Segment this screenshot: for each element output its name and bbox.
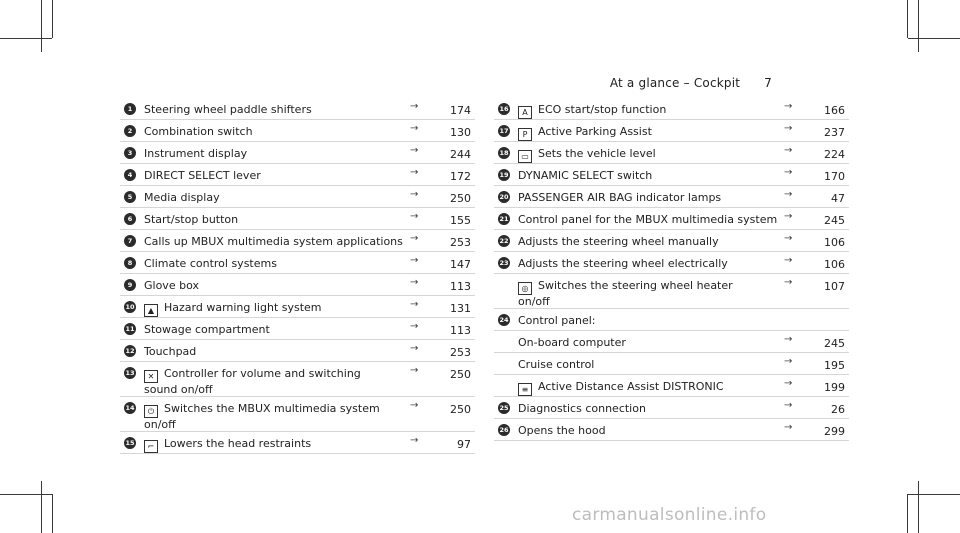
arrow-icon: → — [410, 123, 419, 134]
item-label — [144, 213, 238, 226]
item-text: Instrument display — [144, 147, 248, 160]
mute-icon: ✕ — [144, 370, 158, 383]
item-text: Steering wheel paddle shifters — [144, 103, 312, 116]
item-number-badge: 1 — [124, 103, 136, 115]
item-label — [518, 358, 594, 371]
page-reference[interactable]: 250 — [450, 192, 471, 205]
page-reference[interactable]: 253 — [450, 346, 471, 359]
item-label — [518, 380, 724, 396]
item-text: Climate control systems — [144, 257, 277, 270]
arrow-icon: → — [784, 356, 793, 367]
item-text: PASSENGER AIR BAG indicator lamps — [518, 191, 722, 204]
item-label — [518, 213, 777, 226]
item-number-badge: 26 — [499, 426, 509, 434]
arrow-icon: → — [784, 101, 793, 112]
item-number-badge: 16 — [499, 105, 509, 113]
item-label — [144, 257, 277, 270]
item-label — [144, 125, 253, 138]
item-label — [518, 191, 721, 204]
arrow-icon: → — [784, 167, 793, 178]
list-item — [120, 432, 475, 454]
item-text: DYNAMIC SELECT switch — [518, 169, 653, 182]
item-label — [144, 367, 361, 396]
arrow-icon: → — [410, 321, 419, 332]
page-reference[interactable]: 166 — [824, 104, 845, 117]
list-item — [120, 397, 475, 432]
head-restraint-icon: ⌐ — [144, 440, 158, 453]
item-number-badge: 25 — [499, 404, 509, 412]
item-number-badge: 10 — [125, 303, 135, 311]
arrow-icon: → — [410, 343, 419, 354]
item-label — [144, 402, 380, 431]
list-item — [120, 274, 475, 296]
page-reference[interactable]: 131 — [450, 302, 471, 315]
right-column — [494, 98, 849, 441]
item-text: Opens the hood — [518, 424, 606, 437]
item-text: Controller for volume and switching — [164, 367, 361, 380]
list-item — [120, 296, 475, 318]
item-label — [144, 103, 312, 116]
arrow-icon: → — [410, 233, 419, 244]
arrow-icon: → — [410, 145, 419, 156]
item-text: On-board computer — [518, 336, 626, 349]
page-reference[interactable]: 253 — [450, 236, 471, 249]
item-text: Control panel for the MBUX multimedia system — [518, 213, 778, 226]
list-item — [494, 419, 849, 441]
arrow-icon: → — [784, 233, 793, 244]
arrow-icon: → — [784, 123, 793, 134]
page-reference[interactable]: 244 — [450, 148, 471, 161]
arrow-icon: → — [784, 277, 793, 288]
crop-mark — [908, 494, 960, 495]
crop-mark — [52, 494, 53, 533]
item-number-badge: 12 — [125, 347, 135, 355]
page-reference[interactable]: 107 — [824, 280, 845, 293]
item-label — [144, 301, 322, 317]
item-number-badge: 6 — [124, 213, 136, 225]
item-number-badge: 8 — [124, 257, 136, 269]
list-item — [120, 252, 475, 274]
crop-mark — [41, 481, 42, 533]
item-label — [518, 424, 606, 437]
crop-mark — [908, 38, 960, 39]
item-text: Adjusts the steering wheel electrically — [518, 257, 728, 270]
item-number-badge: 5 — [124, 191, 136, 203]
item-label — [144, 147, 247, 160]
item-number-badge: 21 — [499, 215, 509, 223]
page-reference[interactable]: 199 — [824, 381, 845, 394]
item-number-badge: 9 — [124, 279, 136, 291]
item-text: Adjusts the steering wheel manually — [518, 235, 719, 248]
item-text-continued: sound on/off — [144, 383, 213, 396]
arrow-icon: → — [784, 145, 793, 156]
item-number-badge: 15 — [125, 439, 135, 447]
item-label — [144, 169, 261, 182]
list-item — [494, 142, 849, 164]
arrow-icon: → — [410, 400, 419, 411]
item-text-continued: on/off — [144, 418, 176, 431]
crop-mark — [918, 481, 919, 533]
crop-mark — [52, 0, 53, 38]
item-text: Lowers the head restraints — [164, 437, 312, 450]
arrow-icon: → — [410, 211, 419, 222]
item-label — [518, 257, 728, 270]
list-item — [120, 318, 475, 340]
item-number-badge: 24 — [499, 316, 509, 324]
arrow-icon: → — [410, 299, 419, 310]
item-number-badge: 18 — [499, 149, 509, 157]
page-reference[interactable]: 250 — [450, 403, 471, 416]
arrow-icon: → — [784, 400, 793, 411]
page-reference[interactable]: 172 — [450, 170, 471, 183]
item-text: Control panel: — [518, 314, 596, 327]
list-item — [120, 230, 475, 252]
item-label — [144, 323, 270, 336]
item-number-badge: 4 — [124, 169, 136, 181]
item-number-badge: 11 — [125, 325, 135, 333]
crop-mark — [41, 0, 42, 52]
arrow-icon: → — [784, 255, 793, 266]
item-number-badge: 19 — [499, 171, 509, 179]
page-reference[interactable]: 26 — [831, 403, 845, 416]
crop-mark — [0, 494, 52, 495]
item-number-badge: 22 — [499, 237, 509, 245]
distronic-icon: ≡ — [518, 383, 532, 396]
page-reference[interactable]: 174 — [450, 104, 471, 117]
item-text: Active Distance Assist DISTRONIC — [538, 380, 724, 393]
item-label — [518, 169, 652, 182]
arrow-icon: → — [410, 101, 419, 112]
left-column — [120, 98, 475, 454]
page-reference[interactable]: 250 — [450, 368, 471, 381]
item-label — [518, 336, 626, 349]
item-label — [144, 437, 311, 453]
item-number-badge: 2 — [124, 125, 136, 137]
item-text: Combination switch — [144, 125, 253, 138]
list-item — [494, 353, 849, 375]
item-label — [518, 402, 646, 415]
page-reference[interactable]: 237 — [824, 126, 845, 139]
page-reference[interactable]: 299 — [824, 425, 845, 438]
list-item — [120, 98, 475, 120]
list-item — [120, 142, 475, 164]
page-reference[interactable]: 106 — [824, 236, 845, 249]
list-item — [494, 186, 849, 208]
eco-start-stop-icon: A — [518, 106, 532, 119]
item-label — [144, 235, 403, 248]
steering-wheel-heater-icon: ◎ — [518, 282, 532, 295]
item-number-badge: 3 — [124, 147, 136, 159]
arrow-icon: → — [410, 189, 419, 200]
page-reference[interactable]: 170 — [824, 170, 845, 183]
arrow-icon: → — [410, 255, 419, 266]
page-number: 7 — [764, 76, 772, 90]
list-item — [494, 309, 849, 331]
page-header — [610, 76, 772, 90]
crop-mark — [918, 0, 919, 52]
parking-assist-icon: P — [518, 128, 532, 141]
item-label — [144, 345, 196, 358]
item-text: Switches the MBUX multimedia system — [164, 402, 380, 415]
item-text: DIRECT SELECT lever — [144, 169, 261, 182]
item-text: Hazard warning light system — [164, 301, 322, 314]
item-text: Start/stop button — [144, 213, 239, 226]
arrow-icon: → — [784, 378, 793, 389]
item-number-badge: 13 — [125, 369, 135, 377]
section-title: At a glance – Cockpit — [609, 76, 741, 90]
item-number-badge: 14 — [125, 404, 135, 412]
arrow-icon: → — [410, 365, 419, 376]
item-text: Glove box — [144, 279, 199, 292]
item-text: Media display — [144, 191, 220, 204]
page-reference[interactable]: 224 — [824, 148, 845, 161]
item-text: Active Parking Assist — [538, 125, 652, 138]
item-label — [518, 103, 666, 119]
page-reference[interactable]: 245 — [824, 337, 845, 350]
list-item — [494, 98, 849, 120]
item-number-badge: 23 — [499, 259, 509, 267]
page-reference[interactable]: 155 — [450, 214, 471, 227]
item-text-continued: on/off — [518, 295, 550, 308]
list-item — [494, 230, 849, 252]
item-text: Diagnostics connection — [518, 402, 646, 415]
arrow-icon: → — [784, 422, 793, 433]
watermark: carmanualsonline.info — [572, 505, 767, 525]
item-number-badge: 7 — [124, 235, 136, 247]
item-text: Stowage compartment — [144, 323, 270, 336]
item-label — [518, 314, 595, 327]
item-text: Switches the steering wheel heater — [538, 279, 733, 292]
list-item — [120, 186, 475, 208]
page-reference[interactable]: 130 — [450, 126, 471, 139]
item-label — [144, 279, 199, 292]
list-item — [494, 164, 849, 186]
page-reference[interactable]: 195 — [824, 359, 845, 372]
item-label — [518, 147, 656, 163]
item-number-badge: 20 — [499, 193, 509, 201]
page-reference[interactable]: 97 — [457, 438, 471, 451]
crop-mark — [907, 0, 908, 38]
page-reference[interactable]: 47 — [831, 192, 845, 205]
item-text: ECO start/stop function — [538, 103, 667, 116]
arrow-icon: → — [410, 277, 419, 288]
crop-mark — [0, 38, 52, 39]
arrow-icon: → — [784, 211, 793, 222]
list-item — [494, 375, 849, 397]
arrow-icon: → — [410, 435, 419, 446]
page-reference[interactable]: 113 — [450, 324, 471, 337]
item-label — [518, 279, 733, 308]
list-item — [494, 120, 849, 142]
list-item — [120, 340, 475, 362]
item-text: Touchpad — [144, 345, 197, 358]
list-item — [120, 208, 475, 230]
vehicle-level-icon: ▭ — [518, 150, 532, 163]
item-text: Sets the vehicle level — [538, 147, 656, 160]
page-reference[interactable]: 113 — [450, 280, 471, 293]
list-item — [494, 252, 849, 274]
hazard-warning-icon: ▲ — [144, 304, 158, 317]
list-item — [494, 331, 849, 353]
page-reference[interactable]: 147 — [450, 258, 471, 271]
page-reference[interactable]: 245 — [824, 214, 845, 227]
item-number-badge: 17 — [499, 127, 509, 135]
item-label — [144, 191, 220, 204]
page-reference[interactable]: 106 — [824, 258, 845, 271]
arrow-icon: → — [784, 189, 793, 200]
item-text: Calls up MBUX multimedia system applications — [144, 235, 403, 248]
item-text: Cruise control — [518, 358, 595, 371]
crop-mark — [907, 494, 908, 533]
list-item — [120, 164, 475, 186]
list-item — [494, 274, 849, 309]
item-label — [518, 125, 652, 141]
list-item — [120, 120, 475, 142]
arrow-icon: → — [784, 334, 793, 345]
power-icon: ⏻ — [144, 405, 158, 418]
list-item — [120, 362, 475, 397]
list-item — [494, 397, 849, 419]
item-label — [518, 235, 719, 248]
arrow-icon: → — [410, 167, 419, 178]
list-item — [494, 208, 849, 230]
